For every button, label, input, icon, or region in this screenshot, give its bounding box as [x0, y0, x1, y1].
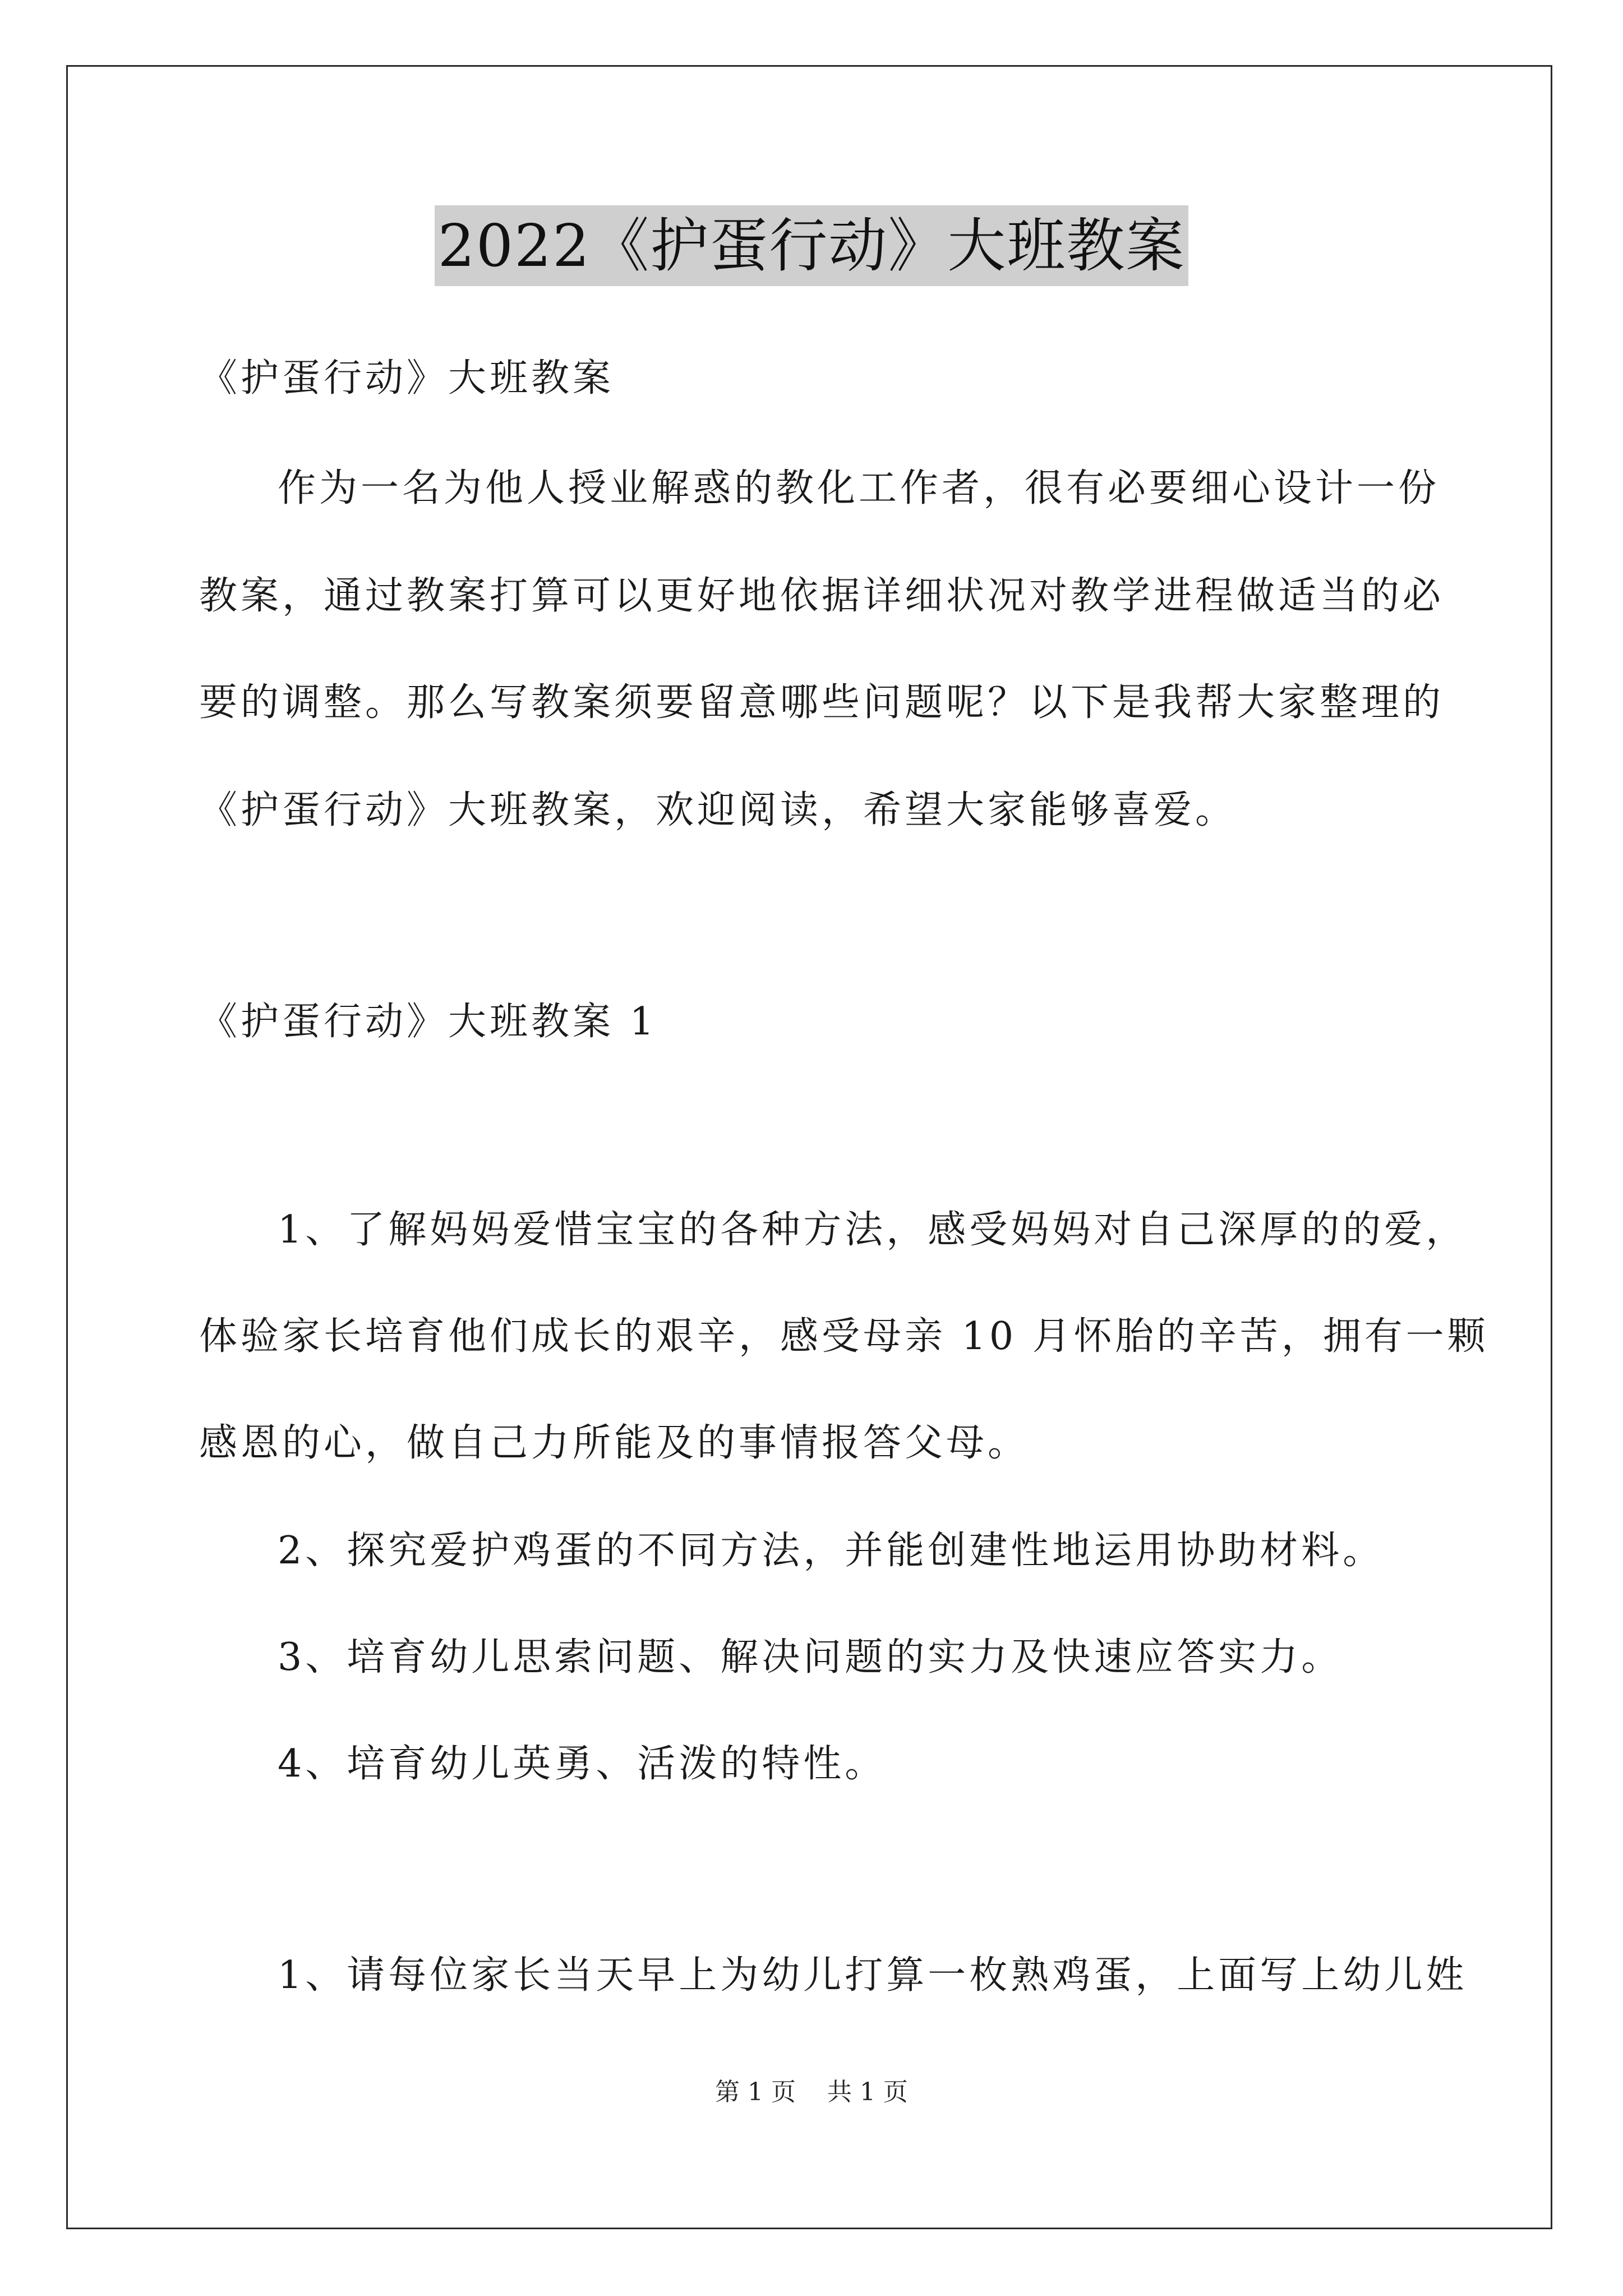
- goal-line-3: 感恩的心，做自己力所能及的事情报答父母。: [199, 1421, 1030, 1465]
- goal-line-6: 4、培育幼儿英勇、活泼的特性。: [278, 1742, 887, 1786]
- intro-line-2: 教案，通过教案打算可以更好地依据详细状况对教学进程做适当的必: [199, 574, 1445, 618]
- goal-line-4: 2、探究爱护鸡蛋的不同方法，并能创建性地运用协助材料。: [278, 1529, 1385, 1573]
- document-subtitle: 《护蛋行动》大班教案: [199, 356, 615, 401]
- goal-line-1: 1、了解妈妈爱惜宝宝的各种方法，感受妈妈对自己深厚的的爱，: [278, 1208, 1468, 1252]
- document-title: 2022《护蛋行动》大班教案: [435, 205, 1189, 286]
- intro-line-4: 《护蛋行动》大班教案，欢迎阅读，希望大家能够喜爱。: [199, 788, 1237, 832]
- page-footer: 第 1 页 共 1 页: [715, 2078, 908, 2106]
- goal-line-2: 体验家长培育他们成长的艰辛，感受母亲 10 月怀胎的辛苦，拥有一颗: [199, 1314, 1489, 1359]
- intro-line-1: 作为一名为他人授业解惑的教化工作者，很有必要细心设计一份: [278, 466, 1440, 510]
- title-container: [0, 205, 1623, 286]
- goal-line-5: 3、培育幼儿思索问题、解决问题的实力及快速应答实力。: [278, 1635, 1343, 1680]
- section-heading: 《护蛋行动》大班教案 1: [199, 1000, 657, 1044]
- preparation-line-1: 1、请每位家长当天早上为幼儿打算一枚熟鸡蛋，上面写上幼儿姓: [278, 1953, 1468, 1998]
- intro-line-3: 要的调整。那么写教案须要留意哪些问题呢？以下是我帮大家整理的: [199, 680, 1445, 725]
